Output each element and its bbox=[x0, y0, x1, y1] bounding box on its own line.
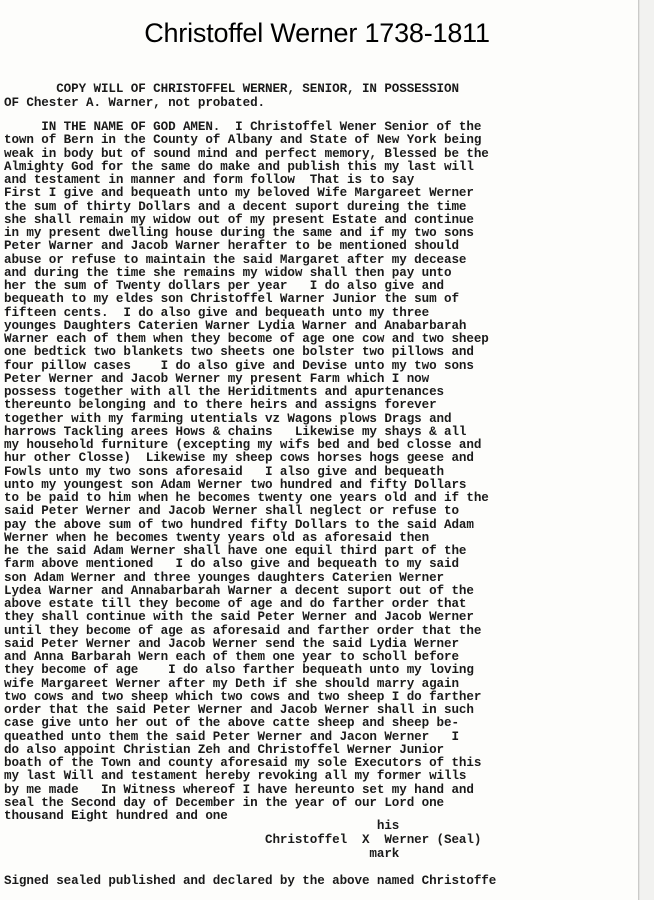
body-line: queathed unto them the said Peter Werner and Jacon Werner I bbox=[4, 729, 459, 744]
body-line: IN THE NAME OF GOD AMEN. I Christoffel Wener Senior of the bbox=[4, 120, 482, 134]
body-line: unto my youngest son Adam Werner two hundred and fifty Dollars bbox=[4, 477, 467, 492]
signature-line: mark bbox=[4, 847, 400, 861]
document-title: Christoffel Werner 1738-1811 bbox=[144, 18, 490, 48]
body-line: my household furniture (excepting my wifs bed and bed closse and bbox=[4, 438, 482, 452]
body-line: together with my farming utentials vz Wagons plows Drags and bbox=[4, 411, 452, 426]
body-line: possess together with all the Heriditments and apurtenances bbox=[4, 385, 444, 399]
body-line: one bedtick two blankets two sheets one bolster two pillows and bbox=[4, 345, 474, 360]
body-line: hur other Closse) Likewise my sheep cows horses hogs geese and bbox=[4, 451, 474, 466]
body-line: fifteen cents. I do also give and bequeath unto my three bbox=[4, 305, 430, 320]
body-line: weak in body but of sound mind and perfect memory, Blessed be the bbox=[4, 146, 489, 161]
signature-line: Christoffel X Werner (Seal) bbox=[4, 833, 482, 847]
body-line: Fowls unto my two sons aforesaid I also give and bequeath bbox=[4, 464, 444, 479]
signature-block bbox=[4, 819, 644, 861]
body-line: two cows and two sheep which two cows and two sheep I do farther bbox=[4, 689, 482, 704]
body-line: case give unto her out of the above catte sheep and sheep be- bbox=[4, 716, 459, 731]
body-line: do also appoint Christian Zeh and Christoffel Werner Junior bbox=[4, 742, 444, 757]
body-line: wife Margareet Werner after my Deth if she should marry again bbox=[4, 676, 459, 691]
body-line: they shall continue with the said Peter Werner and Jacob Werner bbox=[4, 610, 474, 625]
body-line: and testament in manner and form follow That is to say bbox=[4, 173, 415, 187]
body-line: bequeath to my eldes son Christoffel Warner Junior the sum of bbox=[4, 292, 459, 307]
body-line: son Adam Werner and three younges daughters Caterien Werner bbox=[4, 570, 444, 585]
body-line: and during the time she remains my widow shall then pay unto bbox=[4, 265, 452, 280]
body-line: pay the above sum of two hundred fifty Dollars to the said Adam bbox=[4, 517, 474, 532]
body-line: until they become of age as aforesaid and farther order that the bbox=[4, 623, 482, 638]
body-line: order that the said Peter Werner and Jacob Werner shall in such bbox=[4, 703, 474, 717]
body-line: she shall remain my widow out of my present Estate and continue bbox=[4, 212, 474, 227]
signature-line: his bbox=[4, 819, 400, 833]
body-line: said Peter Werner and Jacob Werner shall neglect or refuse to bbox=[4, 504, 459, 519]
body-line: above estate till they become of age and do farther order that bbox=[4, 597, 467, 611]
closing-line: Signed sealed published and declared by the above named Christoffe bbox=[4, 874, 497, 888]
body-line: abuse or refuse to maintain the said Margaret after my decease bbox=[4, 252, 467, 267]
body-line: in my present dwelling house during the same and if my two sons bbox=[4, 226, 474, 240]
body-line: Warner each of them when they become of age one cow and two sheep bbox=[4, 332, 489, 346]
body-line: harrows Tackling arees Hows & chains Likewise my shays & all bbox=[4, 424, 467, 439]
body-line: to be paid to him when he becomes twenty one years old and if the bbox=[4, 491, 489, 505]
body-line: the sum of thirty Dollars and a decent suport dureing the time bbox=[4, 199, 467, 214]
body-line: four pillow cases I do also give and Devise unto my two sons bbox=[4, 358, 474, 373]
body-line: Almighty God for the same do make and publish this my last will bbox=[4, 159, 474, 174]
body-line: thereunto belonging and to there heirs and assigns forever bbox=[4, 398, 437, 413]
body-line: her the sum of Twenty dollars per year I do also give and bbox=[4, 279, 444, 293]
body-line: and Anna Barbarah Wern each of them one year to scholl before bbox=[4, 650, 459, 664]
body-line: seal the Second day of December in the year of our Lord one bbox=[4, 795, 444, 810]
body-line: Peter Warner and Jacob Warner herafter to be mentioned should bbox=[4, 239, 459, 254]
body-line: farm above mentioned I do also give and bequeath to my said bbox=[4, 557, 459, 572]
body-line: First I give and bequeath unto my beloved Wife Margareet Werner bbox=[4, 186, 474, 201]
body-line: Werner when he becomes twenty years old as aforesaid then bbox=[4, 530, 430, 545]
body-line: younges Daughters Caterien Warner Lydia Warner and Anabarbarah bbox=[4, 318, 467, 333]
body-line: they become of age I do also farther bequeath unto my loving bbox=[4, 663, 474, 678]
body-line: said Peter Werner and Jacob Werner send the said Lydia Werner bbox=[4, 636, 459, 651]
body-line: town of Bern in the County of Albany and State of New York being bbox=[4, 133, 482, 148]
body-line: Lydea Warner and Annabarbarah Warner a decent suport out of the bbox=[4, 583, 474, 598]
body-line: my last Will and testament hereby revoking all my former wills bbox=[4, 769, 467, 784]
will-body bbox=[4, 121, 644, 823]
body-line: boath of the Town and county aforesaid my sole Executors of this bbox=[4, 756, 482, 770]
body-line: by me made In Witness whereof I have hereunto set my hand and bbox=[4, 782, 474, 797]
heading-line: COPY WILL OF CHRISTOFFEL WERNER, SENIOR, IN POSSESSION bbox=[4, 82, 459, 96]
body-line: Peter Werner and Jacob Werner my present Farm which I now bbox=[4, 371, 430, 386]
body-line: thousand Eight hundred and one bbox=[4, 809, 228, 823]
body-line: he the said Adam Werner shall have one equil third part of the bbox=[4, 544, 467, 558]
heading-line: OF Chester A. Warner, not probated. bbox=[4, 96, 266, 110]
will-heading bbox=[4, 82, 644, 110]
